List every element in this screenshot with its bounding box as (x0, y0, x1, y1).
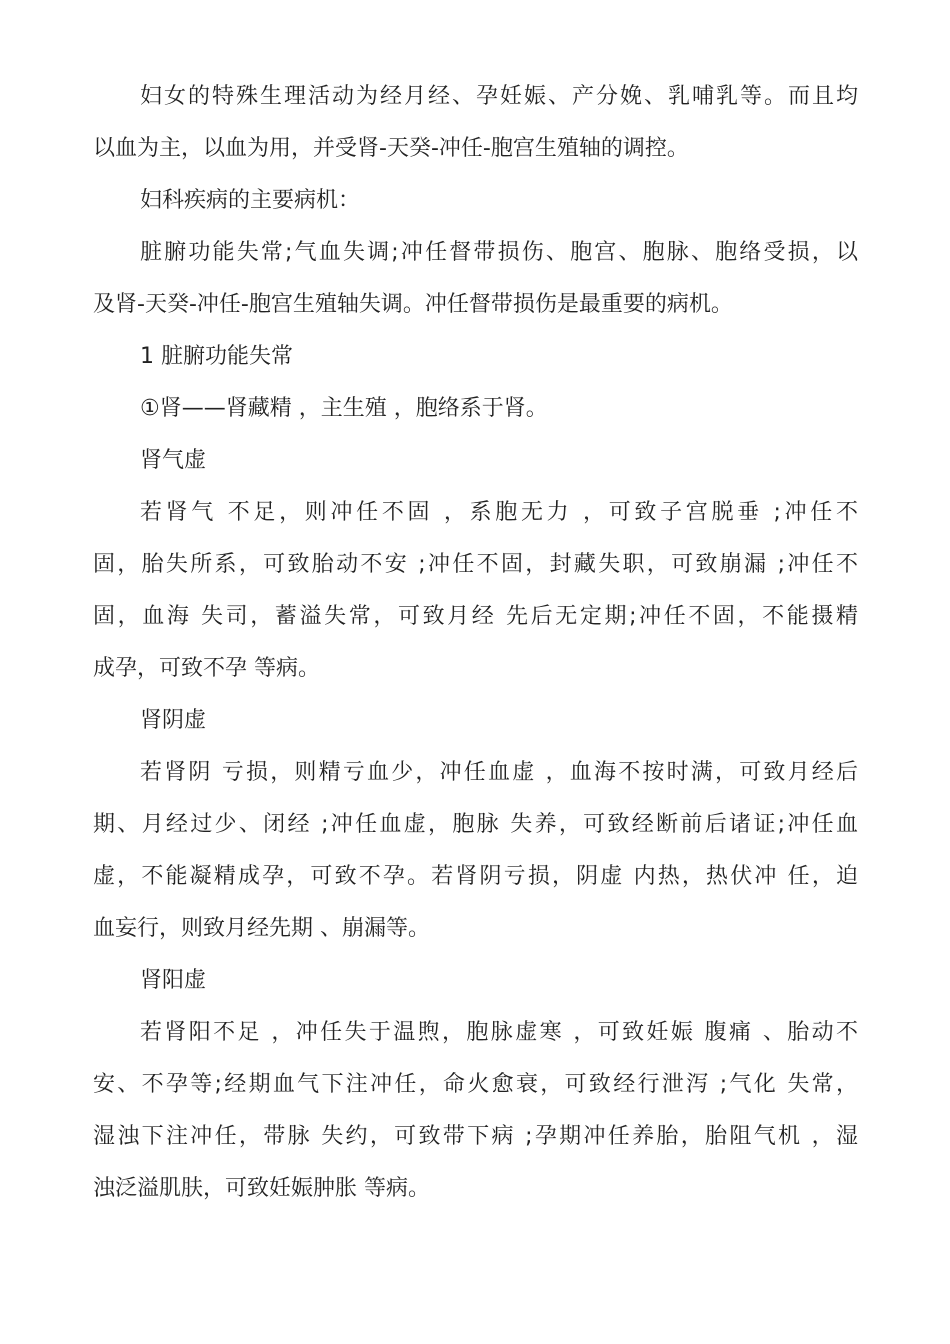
text-line: 肾气虚 (140, 448, 207, 473)
text-line: 若肾阳不足 ，冲任失于温煦，胞脉虚寒 ，可致妊娠 腹痛 、胎动不 (140, 1020, 858, 1045)
text-line: 若肾气 不足，则冲任不固 ，系胞无力 ，可致子宫脱垂 ;冲任不 (140, 500, 858, 525)
text-line: 固，胎失所系，可致胎动不安 ;冲任不固，封藏失职，可致崩漏 ;冲任不 (93, 552, 858, 577)
paragraph (93, 175, 858, 227)
text-line: 血妄行，则致月经先期 、崩漏等。 (93, 916, 430, 941)
document-body (93, 71, 858, 1215)
paragraph (93, 955, 858, 1007)
text-line: 妇女的特殊生理活动为经月经、孕妊娠、产分娩、乳哺乳等。而且均 (140, 84, 858, 109)
text-line: 以血为主，以血为用，并受肾-天癸-冲任-胞宫生殖轴的调控。 (93, 136, 689, 161)
text-line: ①肾——肾藏精 ，主生殖 ，胞络系于肾。 (140, 396, 548, 421)
paragraph (93, 227, 858, 331)
paragraph (93, 487, 858, 695)
paragraph (93, 331, 858, 383)
text-line: 及肾-天癸-冲任-胞宫生殖轴失调。冲任督带损伤是最重要的病机。 (93, 292, 733, 317)
paragraph (93, 383, 858, 435)
text-line: 肾阳虚 (140, 968, 207, 993)
paragraph (93, 1007, 858, 1215)
text-line: 成孕，可致不孕 等病。 (93, 656, 320, 681)
text-line: 安、不孕等;经期血气下注冲任，命火愈衰，可致经行泄泻 ;气化 失常， (93, 1072, 858, 1097)
text-line: 若肾阴 亏损，则精亏血少，冲任血虚 ，血海不按时满，可致月经后 (140, 760, 858, 785)
text-line: 湿浊下注冲任，带脉 失约，可致带下病 ;孕期冲任养胎，胎阻气机 ，湿 (93, 1124, 858, 1149)
paragraph (93, 695, 858, 747)
text-line: 固，血海 失司，蓄溢失常，可致月经 先后无定期;冲任不固，不能摄精 (93, 604, 858, 629)
text-line: 虚，不能凝精成孕，可致不孕。若肾阴亏损，阴虚 内热，热伏冲 任，迫 (93, 864, 858, 889)
text-line: 肾阴虚 (140, 708, 207, 733)
text-line: 1 脏腑功能失常 (140, 344, 293, 369)
text-line: 期、月经过少、闭经 ;冲任血虚，胞脉 失养，可致经断前后诸证;冲任血 (93, 812, 858, 837)
paragraph (93, 435, 858, 487)
text-line: 妇科疾病的主要病机： (140, 188, 361, 213)
paragraph (93, 71, 858, 175)
paragraph (93, 747, 858, 955)
text-line: 脏腑功能失常;气血失调;冲任督带损伤、胞宫、胞脉、胞络受损，以 (140, 240, 858, 265)
text-line: 浊泛溢肌肤，可致妊娠肿胀 等病。 (93, 1176, 430, 1201)
